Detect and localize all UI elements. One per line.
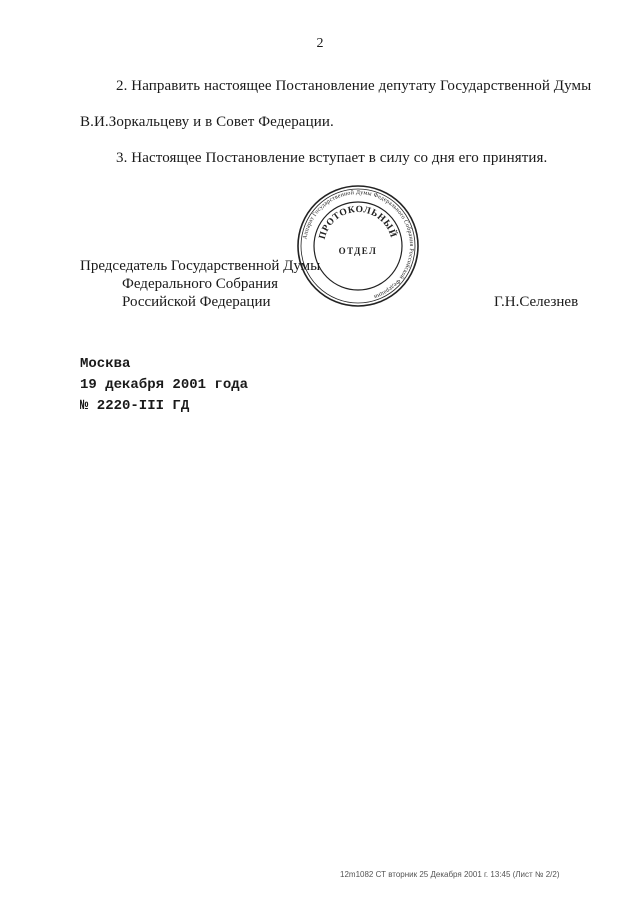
seal-middle-text: ПРОТОКОЛЬНЫЙ: [317, 204, 398, 241]
seal-center-text: ОТДЕЛ: [338, 246, 378, 256]
document-number: № 2220-III ГД: [80, 398, 190, 414]
seal-outer-text: Аппарат Государственной Думы Федерального Собрания Российской Федерации: [302, 189, 415, 300]
signer-name: Г.Н.Селезнев: [494, 294, 579, 310]
paragraph-item-2-line-1: 2. Направить настоящее Постановление депутату Государственной Думы: [116, 78, 592, 94]
place-city: Москва: [80, 356, 131, 372]
footer-print-info: 12m1082 СТ вторник 25 Декабря 2001 г. 13:45 (Лист № 2/2): [340, 870, 560, 879]
signature-title-line-1: Председатель Государственной Думы: [80, 258, 321, 274]
official-seal: [296, 184, 420, 308]
page-number: 2: [316, 36, 324, 51]
signature-title-line-3: Российской Федерации: [122, 294, 271, 310]
signature-title-line-2: Федерального Собрания: [122, 276, 279, 292]
paragraph-item-3: 3. Настоящее Постановление вступает в силу со дня его принятия.: [116, 150, 548, 166]
place-date: 19 декабря 2001 года: [80, 377, 249, 393]
paragraph-item-2-line-2: В.И.Зоркальцеву и в Совет Федерации.: [80, 114, 334, 130]
